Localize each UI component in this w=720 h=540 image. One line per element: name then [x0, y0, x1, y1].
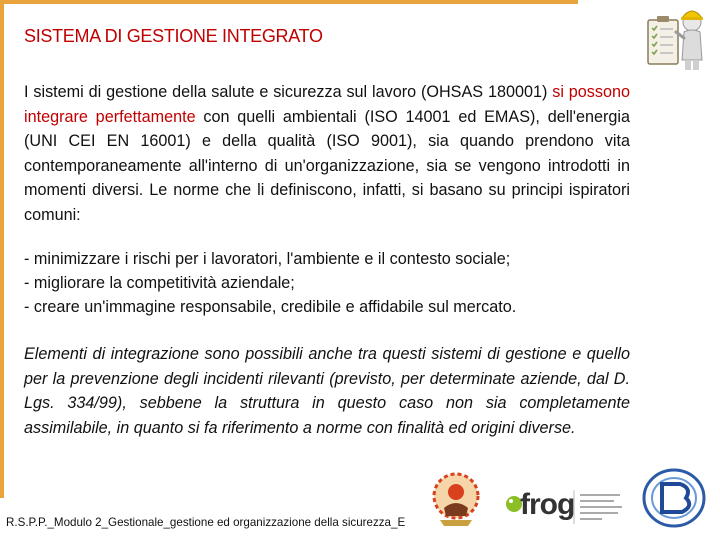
slide-title: SISTEMA DI GESTIONE INTEGRATO	[24, 26, 323, 46]
circular-logo-icon	[636, 466, 710, 530]
frog-logo-text: frog	[520, 488, 575, 521]
intro-paragraph	[24, 80, 630, 228]
intro-text-c: con quelli ambientali (ISO 14001 ed EMAS), dell'energia (UNI CEI EN 16001) e della qualità (ISO 9001), sia quando prendono vita contemporaneamente all'interno di un'organizzazione, sia se vengono introdotti in momenti diversi. Le norme che li definiscono, infatti, si basano su principi ispiratori comuni:	[24, 107, 630, 224]
list-item: - minimizzare i rischi per i lavoratori, l'ambiente e il contesto sociale;	[24, 250, 511, 268]
list-item: - creare un'immagine responsabile, credibile e affidabile sul mercato.	[24, 298, 517, 316]
list-item: - migliorare la competitività aziendale;	[24, 274, 295, 292]
integration-paragraph: Elementi di integrazione sono possibili anche tra questi sistemi di gestione e quello per la prevenzione degli incidenti rilevanti (previsto, per determinate aziende, dal D. Lgs. 334/99), sebbene la struttura in questo caso non sia completamente assimilabile, in quanto si fa riferimento a norme con finalità ed origini diverse.	[24, 345, 630, 437]
intro-text-a: I sistemi di gestione della salute e sicurezza sul lavoro (OHSAS 180001)	[24, 83, 553, 101]
top-accent-bar	[0, 0, 578, 4]
seal-logo-icon	[428, 468, 484, 528]
left-accent-bar	[0, 0, 4, 498]
footer-text: R.S.P.P._Modulo 2_Gestionale_gestione ed organizzazione della sicurezza_E	[6, 516, 406, 529]
intro-text-highlight: si possono integrare perfettamente	[24, 83, 631, 126]
principles-list	[24, 247, 644, 319]
worker-with-checklist-icon	[640, 2, 710, 72]
